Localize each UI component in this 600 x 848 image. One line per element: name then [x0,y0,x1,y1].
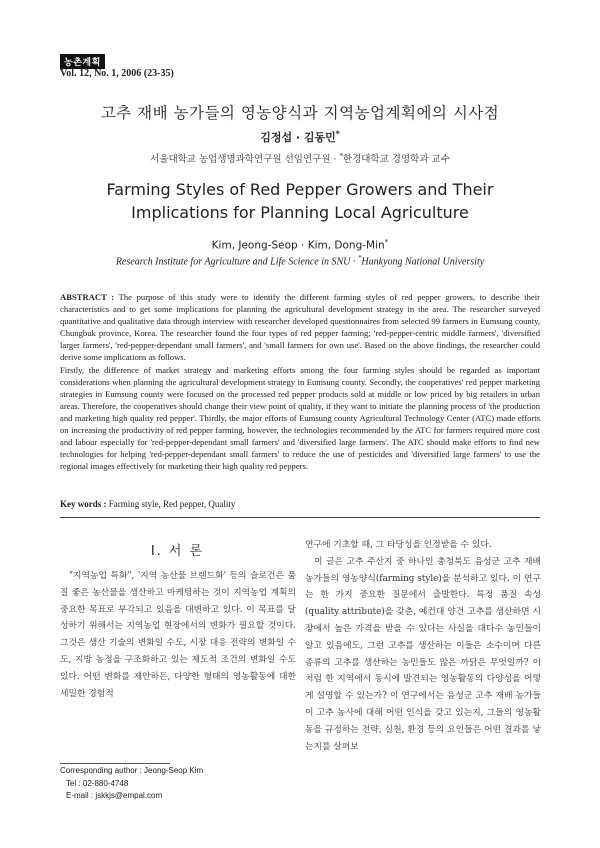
section-heading-introduction: Ⅰ. 서 론 [150,544,205,559]
footnote-tel: Tel : 02-880-4748 [66,778,129,788]
authors-korean-mark: * [335,129,340,139]
authors-english-mark: * [384,237,389,246]
body-column-left [60,568,296,702]
body-paragraph: "지역농업 특화", '지역 농산물 브랜드화' 등의 슬로건은 품질 좋은 농산물을 생산하고 마케팅하는 것이 지역농업 계획의 중요한 목표로 부각되고 있음을 대변하고 있다. 이 목표를 달성하기 위해서는 지역농업 현장에서의 변화가 필요할 것이다. 그것은 생산 기술의 변화일 수도, 시장 대응 전략의 변화일 수도, 지방 농정을 구조화하고 있는 제도적 조건의 변화일 수도 있다. 어떤 변화를 제안하든, 다양한 형태의 영농활동에 대한 세밀한 경험적 [60,571,296,699]
affiliation-english-1: Research Institute for Agriculture and Life Science in SNU · [115,256,358,268]
abstract-paragraph-2: Firstly, the difference of market strategy and marketing efforts among the four farming styles should be regarded as important considerations when planning the agricultural development strategy in Eumsung county. Secondly, the cooperatives' red pepper marketing strategies in Eumsung county were focused on the processed red pepper products sold at middle or low priced by big retailers in urban areas. Therefore, the cooperatives should change their view point of quality, if they want to initiate the planning process of 'the production and marketing high quality red pepper'. Thirdly, the major efforts of Eumsung county Agricultural Technology Center (ATC) made efforts on increasing the productivity of red pepper farming, however, the technologies recommended by the ATC for farmers required more cost and labour especially for 'red-pepper-dependant small farmers' and 'diversified large farmers'. The ATC should make efforts to find new technologies for helping 'red-pepper-dependant small farmers' to reduce the use of pesticides and 'diversified large farmers' to use the regional images effectively for marketing their high quality red peppers. [60,364,540,472]
affiliation-korean-2: 한경대학교 경영학과 교수 [342,154,450,165]
abstract [60,291,540,472]
footnote-author: Corresponding author : Jeong-Seop Kim [60,766,204,775]
abstract-paragraph-1 [60,291,540,364]
volume-line: Vol. 12, No. 1, 2006 (23-35) [60,68,174,79]
title-korean: 고추 재배 농가들의 영농양식과 지역농업계획에의 시사점 [100,104,500,122]
body-paragraph: 이 글은 고추 주산지 중 하나인 충청북도 음성군 고추 재배 농가들의 영농양식(farming style)을 분석하고 있다. 이 연구는 한 가지 중요한 질문에서 출발한다. 특정 품질 속성(quality attribute)을 갖춘, 예컨대 양건 고추를 생산하면 시장에서 높은 가격을 받을 수 있다는 사실을 대다수 농민들이 알고 있음에도, 그런 고추를 생산하는 이들은 소수이며 다른 종류의 고추를 생산하는 농민들도 많은 까닭은 무엇일까? 이처럼 한 지역에서 동시에 발견되는 영농활동의 다양성을 어떻게 설명할 수 있는가? 이 연구에서는 음성군 고추 재배 농가들이 고추 농사에 대해 어떤 인식을 갖고 있는지, 그들의 영농활동을 규정하는 전략, 실천, 환경 등의 요인들은 어떤 결과를 낳는지를 살펴보 [305,556,541,752]
authors-korean-names: 김정섭 · 김동민 [260,131,336,144]
affiliation-english-mark: * [357,254,362,262]
keywords [60,499,540,509]
corresponding-author-footnote [60,765,203,803]
body-column-right [305,537,541,755]
affiliation-english-2: Hankyong National University [361,256,485,268]
abstract-divider [60,517,540,518]
abstract-text-1: The purpose of this study were to identify the different farming styles of red pepper growers, to describe their characteristics and to get some implications for planning the agricultural development strategy in the area. The researcher surveyed quantitative and qualitative data through interview with researcher developed questionnaires from selected 99 farmers in Eumsung county, Chungbuk province, Korea. The researcher found the four types of red pepper farming; 'red-pepper-centric middle farmers', 'diversified larger farmers', 'red-pepper-dependant small farmers', and 'small farmers for own use'. Based on the above findings, the researcher could derive some implications as follows. [60,292,540,363]
affiliation-korean [0,151,600,165]
journal-logo: 농촌계획 [60,54,105,69]
affiliation-korean-1: 서울대학교 농업생명과학연구원 선임연구원 · [150,154,340,165]
authors-english-names: Kim, Jeong-Seop · Kim, Dong-Min [211,239,385,252]
footnote-email: E-mail : jskkjs@empal.com [66,791,163,800]
keywords-text: Farming style, Red pepper, Quality [106,499,236,509]
affiliation-korean-mark: * [339,151,343,160]
title-english: Farming Styles of Red Pepper Growers and Their Implications for Planning Local Agriculture [106,180,494,222]
abstract-label: ABSTRACT : [60,292,115,302]
body-paragraph-continued: 연구에 기초할 때, 그 타당성을 인정받을 수 있다. [305,540,492,550]
keywords-label: Key words : [60,499,107,509]
footnote-divider [60,763,170,764]
authors-korean [0,129,600,145]
authors-english [0,237,600,252]
affiliation-english [0,254,600,267]
